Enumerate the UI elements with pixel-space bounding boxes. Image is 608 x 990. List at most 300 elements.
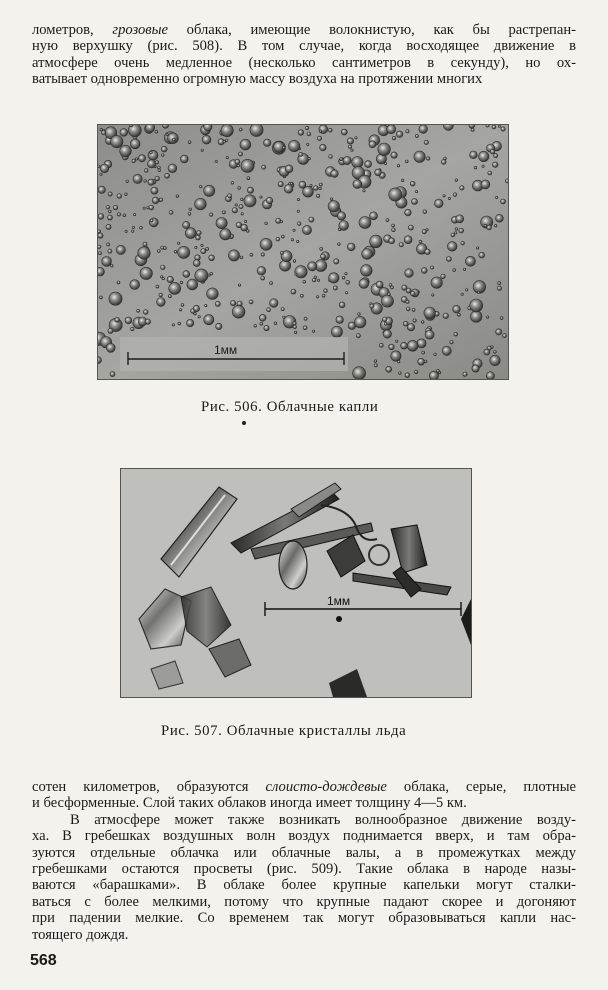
droplet (98, 245, 101, 249)
droplet (241, 159, 254, 172)
droplet (240, 139, 251, 150)
droplet (375, 169, 382, 176)
droplet (205, 304, 207, 306)
droplet (319, 130, 322, 133)
droplet (148, 179, 154, 185)
droplet (144, 180, 147, 183)
droplet (290, 182, 292, 184)
droplet (451, 233, 455, 237)
printing-speck (242, 421, 246, 425)
droplet (447, 242, 457, 252)
droplet (303, 186, 314, 197)
droplet (477, 247, 479, 249)
droplet (474, 166, 477, 169)
droplet (157, 250, 160, 253)
droplet (138, 247, 150, 259)
droplet (228, 250, 239, 261)
droplet (363, 190, 365, 192)
droplet (159, 198, 162, 201)
droplet (274, 322, 277, 325)
droplet (484, 349, 490, 355)
text-line: ха. В гребешках воздушных волн воздух поднимается вверх, и там обра- (32, 828, 576, 845)
droplet (151, 187, 158, 194)
droplet (123, 214, 126, 217)
figure-ice-crystals (120, 468, 472, 698)
droplet (453, 305, 461, 313)
droplet (130, 125, 133, 127)
droplet (168, 295, 171, 298)
droplet (265, 222, 268, 225)
droplet (413, 319, 416, 322)
droplet (137, 309, 140, 312)
droplet (422, 351, 425, 354)
droplet (415, 134, 418, 137)
droplet (304, 317, 307, 320)
droplet (405, 160, 408, 163)
droplet (401, 342, 408, 349)
droplet (250, 253, 253, 256)
droplet (260, 238, 272, 250)
droplet (150, 151, 153, 154)
text-line: тоящего дождя. (32, 926, 129, 943)
droplet (370, 235, 383, 248)
droplet (100, 128, 103, 131)
droplet (312, 330, 314, 332)
droplet (140, 267, 152, 279)
droplet (463, 372, 467, 376)
droplet (132, 159, 136, 163)
droplet (241, 198, 244, 201)
droplet (238, 284, 240, 286)
droplet (249, 300, 253, 304)
droplet (317, 136, 321, 140)
droplet (102, 131, 106, 135)
droplet (389, 344, 395, 350)
droplet (204, 185, 215, 196)
droplet (383, 330, 391, 338)
droplet (492, 162, 498, 168)
scale-label-506: 1мм (214, 343, 238, 357)
droplet (108, 215, 113, 220)
droplet (329, 273, 339, 283)
droplet (220, 229, 231, 240)
droplet (496, 329, 502, 335)
droplet (455, 179, 458, 182)
droplet (486, 372, 494, 379)
droplet (156, 285, 159, 288)
droplet (110, 372, 115, 377)
droplet (132, 230, 134, 232)
droplet (405, 269, 414, 278)
droplet (247, 187, 253, 193)
droplet (471, 128, 474, 131)
droplet (157, 166, 160, 169)
droplet (424, 140, 428, 144)
text-line: и бесформенные. Слой таких облаков иногда имеет толщину 4—5 км. (32, 795, 467, 812)
droplet (389, 284, 392, 287)
droplet (221, 125, 233, 137)
droplet (239, 128, 242, 131)
droplet (346, 280, 350, 284)
droplet (484, 224, 487, 227)
droplet (280, 251, 283, 254)
droplet (429, 371, 438, 379)
droplet (334, 259, 339, 264)
droplet (161, 265, 166, 270)
figure-506-caption: Рис. 506. Облачные капли (201, 399, 379, 415)
droplet (146, 125, 155, 132)
droplet (320, 247, 323, 250)
droplet (216, 218, 227, 229)
droplet (319, 187, 322, 190)
droplet (358, 313, 361, 316)
droplet (443, 195, 445, 197)
droplet (308, 157, 311, 160)
droplet (407, 324, 414, 331)
droplet (149, 205, 154, 210)
droplet (247, 230, 250, 233)
droplet (469, 125, 475, 128)
droplet (441, 160, 446, 165)
droplet (431, 266, 434, 269)
droplet (322, 294, 325, 297)
droplet (407, 340, 418, 351)
droplet (448, 197, 450, 199)
droplet (98, 233, 103, 238)
droplet (319, 183, 322, 186)
droplet (106, 343, 115, 352)
droplet (396, 340, 398, 342)
italic-term: грозовые (112, 22, 168, 38)
droplet (415, 370, 418, 373)
droplet (414, 151, 425, 162)
droplet (117, 281, 120, 284)
text-line: ваются «барашками». В облаке более крупные капельки могут сталки- (32, 877, 576, 894)
droplet (492, 125, 496, 129)
droplet (143, 207, 145, 209)
droplet (204, 125, 212, 131)
droplet (412, 308, 415, 311)
text-line: ваться с более мелкими, потому что крупные падают скорее и догоняют (32, 893, 576, 910)
droplet (237, 164, 240, 167)
droplet (355, 137, 357, 139)
droplet (431, 277, 442, 288)
droplet (481, 180, 490, 189)
droplet (391, 351, 401, 361)
droplet (406, 300, 409, 303)
droplet (383, 317, 388, 322)
droplet (353, 367, 366, 379)
text-line: ную верхушку (рис. 508). В том случае, когда восходящее движение в (32, 38, 576, 55)
droplet (450, 341, 453, 344)
droplet (178, 322, 181, 325)
droplet (341, 129, 347, 135)
droplet (179, 309, 181, 311)
droplet (111, 264, 114, 267)
droplet (317, 279, 319, 281)
droplet (102, 257, 112, 267)
droplet (215, 160, 217, 162)
droplet (270, 282, 273, 285)
droplet (293, 260, 296, 263)
droplet (399, 243, 403, 247)
droplet (183, 271, 190, 278)
droplet (260, 322, 263, 325)
droplet (216, 323, 222, 329)
droplet (362, 249, 373, 260)
droplet (235, 204, 237, 206)
droplet (264, 139, 271, 146)
droplet (284, 184, 293, 193)
droplet (108, 210, 111, 213)
droplet (386, 219, 389, 222)
droplet (477, 291, 479, 293)
droplet (276, 237, 280, 241)
droplet (189, 208, 192, 211)
droplet (240, 256, 243, 259)
droplet (497, 286, 501, 290)
droplet (421, 321, 424, 324)
droplet (117, 194, 122, 199)
droplet (406, 307, 410, 311)
droplet (387, 125, 396, 134)
droplet (305, 126, 308, 129)
page-number: 568 (30, 952, 57, 969)
droplet (295, 266, 307, 278)
droplet (291, 239, 293, 241)
droplet (421, 268, 427, 274)
text-line: при падении мелкие. Со временем так могут образовываться капли нас- (32, 910, 576, 927)
droplet (270, 299, 279, 308)
droplet (392, 224, 395, 227)
droplet (107, 243, 110, 246)
droplet (138, 155, 145, 162)
droplet (98, 186, 105, 193)
droplet (201, 149, 203, 151)
droplet (460, 186, 464, 190)
droplet (261, 276, 265, 280)
droplet (280, 220, 282, 222)
droplet (244, 195, 256, 207)
droplet (100, 164, 109, 173)
droplet (365, 161, 372, 168)
droplet (143, 310, 148, 315)
droplet (161, 246, 164, 249)
droplet (204, 315, 214, 325)
droplet (257, 266, 266, 275)
droplet (314, 276, 317, 279)
droplet (397, 164, 400, 167)
droplet (222, 211, 225, 214)
droplet (463, 268, 465, 270)
droplet (498, 282, 501, 285)
droplet (487, 225, 492, 230)
droplet (250, 125, 263, 137)
droplet (408, 225, 413, 230)
droplet (309, 217, 314, 222)
droplet (196, 235, 201, 240)
droplet (330, 198, 333, 201)
droplet (293, 229, 295, 231)
droplet (281, 308, 284, 311)
droplet (225, 139, 228, 142)
droplet (176, 195, 179, 198)
droplet (490, 355, 500, 365)
droplet (387, 293, 390, 296)
droplet (307, 143, 309, 145)
top-paragraph (32, 22, 576, 88)
droplet (291, 289, 296, 294)
italic-term: слоисто-дождевые (265, 779, 387, 795)
droplet (479, 151, 489, 161)
droplet (435, 199, 444, 208)
droplet (353, 180, 362, 189)
droplet (329, 155, 333, 159)
droplet (247, 177, 250, 180)
droplet (98, 214, 104, 220)
droplet (446, 257, 451, 262)
droplet (389, 238, 395, 244)
droplet (120, 145, 132, 157)
droplet (339, 302, 345, 308)
droplet (316, 296, 318, 298)
droplet (470, 151, 478, 159)
droplet (427, 157, 430, 160)
droplet (181, 304, 184, 307)
droplet (152, 197, 159, 204)
droplet (111, 135, 123, 147)
droplet (320, 144, 327, 151)
droplet (98, 165, 100, 168)
droplet (266, 197, 273, 204)
droplet (293, 322, 296, 325)
droplet (168, 164, 177, 173)
droplet (187, 279, 198, 290)
droplet (374, 364, 377, 367)
droplet (193, 305, 199, 311)
droplet (278, 181, 283, 186)
droplet (239, 205, 243, 209)
droplet (369, 141, 376, 148)
droplet (185, 228, 196, 239)
droplet (303, 280, 306, 283)
droplet (418, 358, 425, 365)
droplet (195, 269, 208, 282)
text-line: В атмосфере может также возникать волнообразное движение возду- (70, 811, 576, 828)
droplet (158, 169, 161, 172)
droplet (196, 231, 201, 236)
droplet (328, 128, 332, 132)
text-line: зуются отдельные облачка или облачные валы, а в промежутках между (32, 844, 576, 861)
droplet (155, 130, 158, 133)
droplet (98, 252, 101, 255)
droplet (340, 158, 343, 161)
droplet (167, 276, 174, 283)
droplet (297, 210, 299, 212)
droplet (140, 226, 143, 229)
droplet (345, 292, 347, 294)
droplet (232, 208, 237, 213)
droplet (392, 136, 396, 140)
text-line: гребешками остаются просветы (рис. 509). Такие облака в народе назы- (32, 861, 576, 878)
droplet (339, 221, 349, 231)
droplet (169, 210, 173, 214)
droplet (496, 214, 504, 222)
droplet (109, 292, 122, 305)
droplet (405, 209, 412, 216)
droplet (361, 265, 373, 277)
droplet (115, 317, 120, 322)
droplet (108, 192, 112, 196)
droplet (488, 171, 492, 175)
droplet (202, 135, 211, 144)
droplet (276, 218, 281, 223)
droplet (423, 210, 427, 214)
droplet (386, 366, 392, 372)
droplet (226, 156, 228, 158)
droplet (384, 162, 386, 164)
droplet (238, 187, 241, 190)
droplet (215, 301, 220, 306)
droplet (133, 213, 135, 215)
droplet (223, 141, 225, 143)
droplet (126, 180, 129, 183)
droplet (193, 260, 200, 267)
text-line: ватывает одновременно огромную массу воздуха на протяжении многих (32, 71, 483, 88)
droplet (425, 249, 431, 255)
droplet (441, 274, 446, 279)
droplet (294, 331, 297, 334)
droplet (168, 133, 179, 144)
droplet (389, 188, 402, 201)
droplet (178, 246, 190, 258)
droplet (443, 313, 449, 319)
droplet (384, 323, 387, 326)
droplet (333, 286, 337, 290)
droplet (466, 256, 476, 266)
droplet (145, 319, 150, 324)
droplet (106, 205, 110, 209)
droplet (356, 334, 360, 338)
droplet (207, 288, 219, 300)
droplet (486, 125, 489, 127)
droplet (336, 316, 344, 324)
droplet (466, 289, 468, 291)
droplet (359, 217, 371, 229)
droplet (501, 127, 505, 131)
droplet (405, 373, 410, 378)
droplet (401, 179, 404, 182)
droplet (150, 219, 153, 222)
droplet (264, 325, 269, 330)
droplet (195, 198, 207, 210)
droplet (206, 247, 209, 250)
droplet (231, 182, 234, 185)
text-line: атмосфере очень медленное (несколько сантиметров в секунду), но ох- (32, 54, 576, 71)
droplet (444, 157, 447, 160)
droplet (293, 325, 297, 329)
droplet (232, 305, 245, 318)
droplet (328, 201, 339, 212)
droplet (337, 212, 345, 220)
droplet (300, 294, 303, 297)
droplet (352, 157, 363, 168)
droplet (238, 152, 242, 156)
droplet (128, 125, 141, 137)
droplet (490, 149, 495, 154)
droplet (494, 224, 497, 227)
droplet (410, 181, 415, 186)
